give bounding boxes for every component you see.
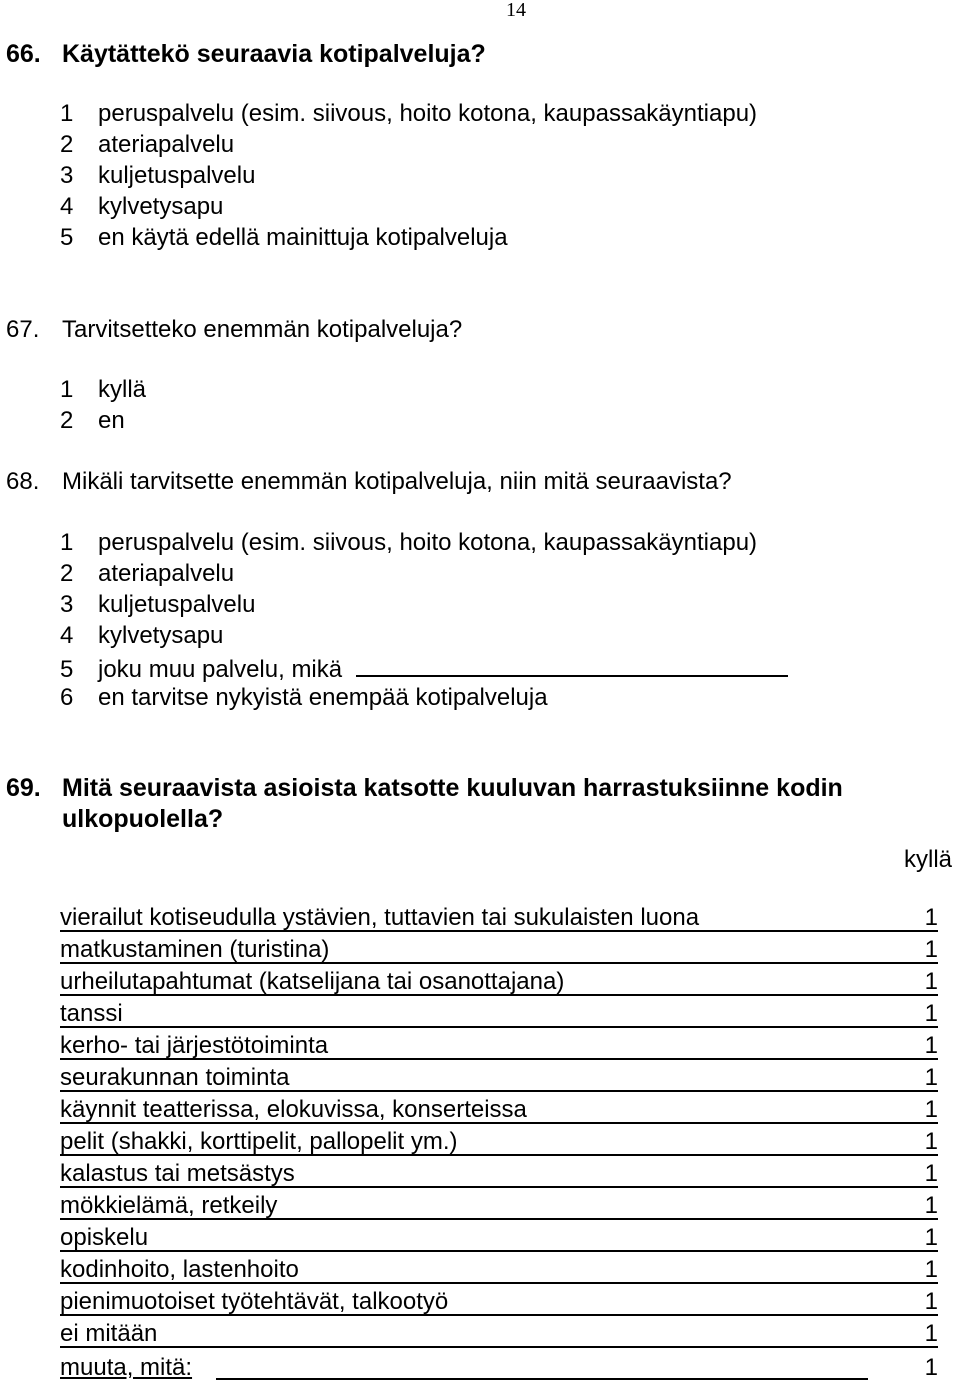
question-66-heading bbox=[6, 42, 486, 67]
q68-option bbox=[60, 686, 548, 710]
option-label: ateriapalvelu bbox=[98, 131, 235, 158]
row-value[interactable]: 1 bbox=[924, 1320, 938, 1347]
option-label: kylvetysapu bbox=[98, 193, 224, 220]
page-number: 14 bbox=[506, 0, 526, 21]
table-row bbox=[60, 1130, 938, 1156]
option-number: 5 bbox=[60, 224, 74, 251]
option-number: 2 bbox=[60, 131, 74, 158]
option-label: en tarvitse nykyistä enempää kotipalveluja bbox=[98, 684, 548, 711]
option-number: 2 bbox=[60, 560, 74, 587]
option-label: en bbox=[98, 407, 125, 434]
q66-option bbox=[60, 226, 508, 250]
answer-blank-line[interactable] bbox=[356, 655, 788, 677]
option-label: joku muu palvelu, mikä bbox=[98, 656, 343, 683]
question-text: Mikäli tarvitsette enemmän kotipalveluja, niin mitä seuraavista? bbox=[62, 468, 732, 495]
question-67-heading bbox=[6, 318, 462, 342]
option-label: kuljetuspalvelu bbox=[98, 591, 256, 618]
q66-option bbox=[60, 133, 234, 157]
row-value[interactable]: 1 bbox=[924, 1064, 938, 1091]
row-value[interactable]: 1 bbox=[924, 968, 938, 995]
question-number: 67. bbox=[6, 316, 40, 343]
row-label: urheilutapahtumat (katselijana tai osanottajana) bbox=[60, 968, 565, 995]
q68-option bbox=[60, 655, 788, 682]
table-row bbox=[60, 1098, 938, 1124]
question-text: Tarvitsetteko enemmän kotipalveluja? bbox=[62, 316, 463, 343]
row-value[interactable]: 1 bbox=[924, 1192, 938, 1219]
row-label: mökkielämä, retkeily bbox=[60, 1192, 278, 1219]
option-label: ateriapalvelu bbox=[98, 560, 235, 587]
column-header-kylla: kyllä bbox=[904, 846, 953, 873]
option-number: 3 bbox=[60, 591, 74, 618]
row-label: käynnit teatterissa, elokuvissa, konserteissa bbox=[60, 1096, 527, 1123]
table-row bbox=[60, 906, 938, 932]
question-text-line2: ulkopuolella? bbox=[62, 805, 224, 833]
row-label: seurakunnan toiminta bbox=[60, 1064, 290, 1091]
row-label: muuta, mitä: bbox=[60, 1354, 193, 1381]
row-label: tanssi bbox=[60, 1000, 123, 1027]
row-label: opiskelu bbox=[60, 1224, 149, 1251]
option-label: kylvetysapu bbox=[98, 622, 224, 649]
option-number: 3 bbox=[60, 162, 74, 189]
question-text-line1: Mitä seuraavista asioista katsotte kuuluvan harrastuksiinne kodin bbox=[62, 774, 843, 802]
option-label: kuljetuspalvelu bbox=[98, 162, 256, 189]
q66-option bbox=[60, 102, 757, 126]
table-row bbox=[60, 970, 938, 996]
q67-option bbox=[60, 378, 146, 402]
option-number: 6 bbox=[60, 684, 74, 711]
table-row bbox=[60, 1034, 938, 1060]
q68-option bbox=[60, 593, 255, 617]
row-value[interactable]: 1 bbox=[924, 904, 938, 931]
row-label: kerho- tai järjestötoiminta bbox=[60, 1032, 329, 1059]
q68-option bbox=[60, 562, 234, 586]
question-number: 66. bbox=[6, 40, 41, 68]
row-value[interactable]: 1 bbox=[924, 1256, 938, 1283]
option-number: 5 bbox=[60, 656, 74, 683]
question-68-heading bbox=[6, 470, 732, 494]
row-value[interactable]: 1 bbox=[924, 1224, 938, 1251]
row-value[interactable]: 1 bbox=[924, 1128, 938, 1155]
row-value[interactable]: 1 bbox=[924, 1000, 938, 1027]
q68-option bbox=[60, 624, 223, 648]
question-number: 69. bbox=[6, 774, 41, 802]
answer-blank-line[interactable] bbox=[216, 1378, 868, 1380]
row-label: kodinhoito, lastenhoito bbox=[60, 1256, 299, 1283]
row-value[interactable]: 1 bbox=[924, 1096, 938, 1123]
option-label: en käytä edellä mainittuja kotipalveluja bbox=[98, 224, 508, 251]
table-row bbox=[60, 1322, 938, 1348]
table-row bbox=[60, 1226, 938, 1252]
table-row bbox=[60, 1002, 938, 1028]
row-label: kalastus tai metsästys bbox=[60, 1160, 295, 1187]
row-label: pelit (shakki, korttipelit, pallopelit ym.) bbox=[60, 1128, 458, 1155]
question-69-heading bbox=[6, 776, 843, 801]
option-label: peruspalvelu (esim. siivous, hoito kotona, kaupassakäyntiapu) bbox=[98, 529, 758, 556]
table-row bbox=[60, 938, 938, 964]
question-text: Käytättekö seuraavia kotipalveluja? bbox=[62, 40, 486, 68]
table-row bbox=[60, 1162, 938, 1188]
row-label: ei mitään bbox=[60, 1320, 158, 1347]
option-number: 4 bbox=[60, 193, 74, 220]
row-value[interactable]: 1 bbox=[924, 1160, 938, 1187]
option-number: 2 bbox=[60, 407, 74, 434]
row-label: vierailut kotiseudulla ystävien, tuttavien tai sukulaisten luona bbox=[60, 904, 700, 931]
q66-option bbox=[60, 195, 223, 219]
row-value[interactable]: 1 bbox=[924, 1032, 938, 1059]
option-number: 1 bbox=[60, 100, 74, 127]
table-row bbox=[60, 1258, 938, 1284]
question-number: 68. bbox=[6, 468, 40, 495]
table-row bbox=[60, 1290, 938, 1316]
table-row bbox=[60, 1194, 938, 1220]
row-value[interactable]: 1 bbox=[924, 1288, 938, 1315]
option-label: peruspalvelu (esim. siivous, hoito kotona, kaupassakäyntiapu) bbox=[98, 100, 758, 127]
q66-option bbox=[60, 164, 255, 188]
option-label: kyllä bbox=[98, 376, 147, 403]
table-row bbox=[60, 1066, 938, 1092]
row-value[interactable]: 1 bbox=[924, 1354, 938, 1381]
row-label: pienimuotoiset työtehtävät, talkootyö bbox=[60, 1288, 449, 1315]
row-value[interactable]: 1 bbox=[924, 936, 938, 963]
row-label: matkustaminen (turistina) bbox=[60, 936, 330, 963]
option-number: 1 bbox=[60, 529, 74, 556]
table-row-other bbox=[60, 1354, 938, 1380]
q68-option bbox=[60, 531, 757, 555]
option-number: 4 bbox=[60, 622, 74, 649]
q67-option bbox=[60, 409, 125, 433]
option-number: 1 bbox=[60, 376, 74, 403]
